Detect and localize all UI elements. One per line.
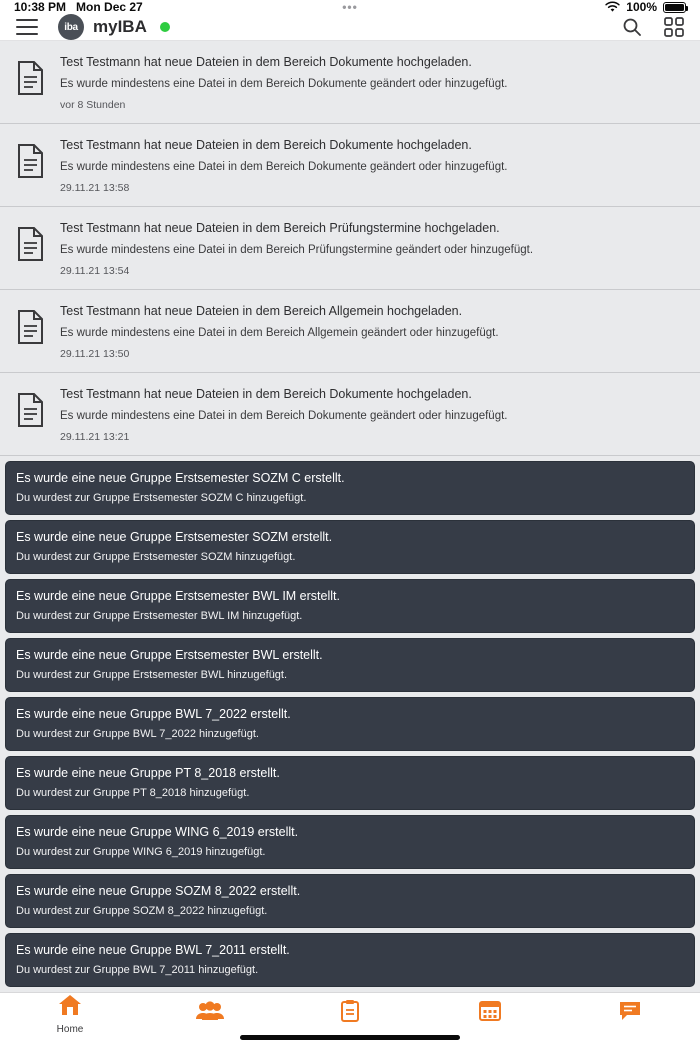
status-bar-date: Mon Dec 27 bbox=[76, 0, 143, 14]
group-notification-item[interactable] bbox=[5, 461, 695, 515]
notification-timestamp: 29.11.21 13:21 bbox=[60, 431, 130, 443]
nav-actions bbox=[622, 17, 684, 37]
notification-title: Test Testmann hat neue Dateien in dem Bereich Dokumente hochgeladen. bbox=[60, 387, 472, 401]
group-notification-subtitle: Du wurdest zur Gruppe Erstsemester BWL IM hinzugefügt. bbox=[16, 610, 303, 622]
notification-subtitle: Es wurde mindestens eine Datei in dem Bereich Dokumente geändert oder hinzugefügt. bbox=[60, 410, 508, 422]
app-brand bbox=[58, 14, 170, 40]
group-notification-subtitle: Du wurdest zur Gruppe PT 8_2018 hinzugefügt. bbox=[16, 787, 250, 799]
document-notifications-list bbox=[0, 41, 700, 456]
group-notification-title: Es wurde eine neue Gruppe Erstsemester SOZM erstellt. bbox=[16, 530, 333, 544]
group-notification-item[interactable] bbox=[5, 638, 695, 692]
hamburger-menu-icon[interactable] bbox=[16, 19, 38, 35]
notification-subtitle: Es wurde mindestens eine Datei in dem Bereich Allgemein geändert oder hinzugefügt. bbox=[60, 327, 499, 339]
group-notification-subtitle: Du wurdest zur Gruppe Erstsemester BWL hinzugefügt. bbox=[16, 669, 288, 681]
notification-body bbox=[60, 138, 684, 194]
group-notification-item[interactable] bbox=[5, 933, 695, 987]
notification-subtitle: Es wurde mindestens eine Datei in dem Bereich Dokumente geändert oder hinzugefügt. bbox=[60, 161, 508, 173]
document-notification-item[interactable] bbox=[0, 41, 700, 124]
notification-title: Test Testmann hat neue Dateien in dem Bereich Prüfungstermine hochgeladen. bbox=[60, 221, 500, 235]
chat-bubble-icon bbox=[618, 1000, 642, 1027]
group-notification-item[interactable] bbox=[5, 756, 695, 810]
groups-people-icon bbox=[195, 999, 225, 1028]
document-icon bbox=[16, 221, 44, 266]
group-notifications-list bbox=[0, 461, 700, 987]
notification-subtitle: Es wurde mindestens eine Datei in dem Bereich Dokumente geändert oder hinzugefügt. bbox=[60, 78, 508, 90]
battery-full-icon bbox=[663, 2, 686, 13]
group-notification-title: Es wurde eine neue Gruppe WING 6_2019 erstellt. bbox=[16, 825, 299, 839]
notification-body bbox=[60, 387, 684, 443]
notification-body bbox=[60, 304, 684, 360]
page-title: myIBA bbox=[93, 17, 147, 36]
tab-chat[interactable] bbox=[560, 1000, 700, 1029]
document-icon bbox=[16, 138, 44, 183]
home-icon bbox=[57, 993, 83, 1022]
group-notification-item[interactable] bbox=[5, 697, 695, 751]
group-notification-item[interactable] bbox=[5, 874, 695, 928]
document-icon bbox=[16, 387, 44, 432]
bottom-tab-bar bbox=[0, 992, 700, 1035]
group-notification-title: Es wurde eine neue Gruppe Erstsemester BWL erstellt. bbox=[16, 648, 323, 662]
clipboard-icon bbox=[339, 999, 361, 1028]
document-notification-item[interactable] bbox=[0, 290, 700, 373]
tab-clipboard[interactable] bbox=[280, 999, 420, 1030]
notification-title: Test Testmann hat neue Dateien in dem Bereich Dokumente hochgeladen. bbox=[60, 138, 472, 152]
group-notification-title: Es wurde eine neue Gruppe SOZM 8_2022 erstellt. bbox=[16, 884, 301, 898]
tab-calendar[interactable] bbox=[420, 999, 560, 1030]
battery-percent-label: 100% bbox=[626, 0, 657, 14]
group-notification-subtitle: Du wurdest zur Gruppe BWL 7_2022 hinzugefügt. bbox=[16, 728, 259, 740]
group-notification-title: Es wurde eine neue Gruppe BWL 7_2011 erstellt. bbox=[16, 943, 290, 957]
online-status-dot bbox=[160, 22, 170, 32]
dynamic-island-dots: ••• bbox=[342, 0, 358, 14]
status-bar-time: 10:38 PM bbox=[14, 0, 67, 14]
grid-apps-icon[interactable] bbox=[664, 17, 684, 37]
notification-subtitle: Es wurde mindestens eine Datei in dem Bereich Prüfungstermine geändert oder hinzugefügt. bbox=[60, 244, 534, 256]
notification-body bbox=[60, 55, 684, 111]
ios-status-bar bbox=[0, 0, 700, 14]
document-notification-item[interactable] bbox=[0, 207, 700, 290]
document-icon bbox=[16, 304, 44, 349]
tab-home[interactable] bbox=[0, 993, 140, 1035]
group-notification-subtitle: Du wurdest zur Gruppe WING 6_2019 hinzugefügt. bbox=[16, 846, 266, 858]
group-notification-subtitle: Du wurdest zur Gruppe SOZM 8_2022 hinzugefügt. bbox=[16, 905, 268, 917]
notification-title: Test Testmann hat neue Dateien in dem Bereich Allgemein hochgeladen. bbox=[60, 304, 463, 318]
group-notification-item[interactable] bbox=[5, 579, 695, 633]
tab-groups[interactable] bbox=[140, 999, 280, 1030]
status-bar-left bbox=[14, 0, 143, 14]
home-indicator-area bbox=[0, 1035, 700, 1040]
notification-timestamp: vor 8 Stunden bbox=[60, 99, 126, 111]
group-notification-subtitle: Du wurdest zur Gruppe BWL 7_2011 hinzugefügt. bbox=[16, 964, 259, 976]
search-icon[interactable] bbox=[622, 17, 642, 37]
calendar-icon bbox=[478, 999, 502, 1028]
group-notification-item[interactable] bbox=[5, 520, 695, 574]
notification-body bbox=[60, 221, 684, 277]
notification-timestamp: 29.11.21 13:50 bbox=[60, 348, 130, 360]
group-notification-title: Es wurde eine neue Gruppe PT 8_2018 erstellt. bbox=[16, 766, 280, 780]
activity-feed[interactable] bbox=[0, 41, 700, 992]
notification-title: Test Testmann hat neue Dateien in dem Bereich Dokumente hochgeladen. bbox=[60, 55, 472, 69]
group-notification-title: Es wurde eine neue Gruppe BWL 7_2022 erstellt. bbox=[16, 707, 291, 721]
document-notification-item[interactable] bbox=[0, 124, 700, 207]
notification-timestamp: 29.11.21 13:58 bbox=[60, 182, 130, 194]
wifi-icon bbox=[605, 2, 620, 13]
document-notification-item[interactable] bbox=[0, 373, 700, 456]
tab-home-label: Home bbox=[56, 1024, 84, 1035]
status-bar-right bbox=[605, 0, 686, 14]
notification-timestamp: 29.11.21 13:54 bbox=[60, 265, 130, 277]
group-notification-subtitle: Du wurdest zur Gruppe Erstsemester SOZM hinzugefügt. bbox=[16, 551, 296, 563]
group-notification-title: Es wurde eine neue Gruppe Erstsemester SOZM C erstellt. bbox=[16, 471, 345, 485]
group-notification-item[interactable] bbox=[5, 815, 695, 869]
iba-logo: iba bbox=[58, 14, 84, 40]
group-notification-subtitle: Du wurdest zur Gruppe Erstsemester SOZM C hinzugefügt. bbox=[16, 492, 307, 504]
document-icon bbox=[16, 55, 44, 100]
group-notification-title: Es wurde eine neue Gruppe Erstsemester BWL IM erstellt. bbox=[16, 589, 340, 603]
app-navigation-bar bbox=[0, 14, 700, 41]
home-indicator[interactable] bbox=[240, 1035, 460, 1040]
